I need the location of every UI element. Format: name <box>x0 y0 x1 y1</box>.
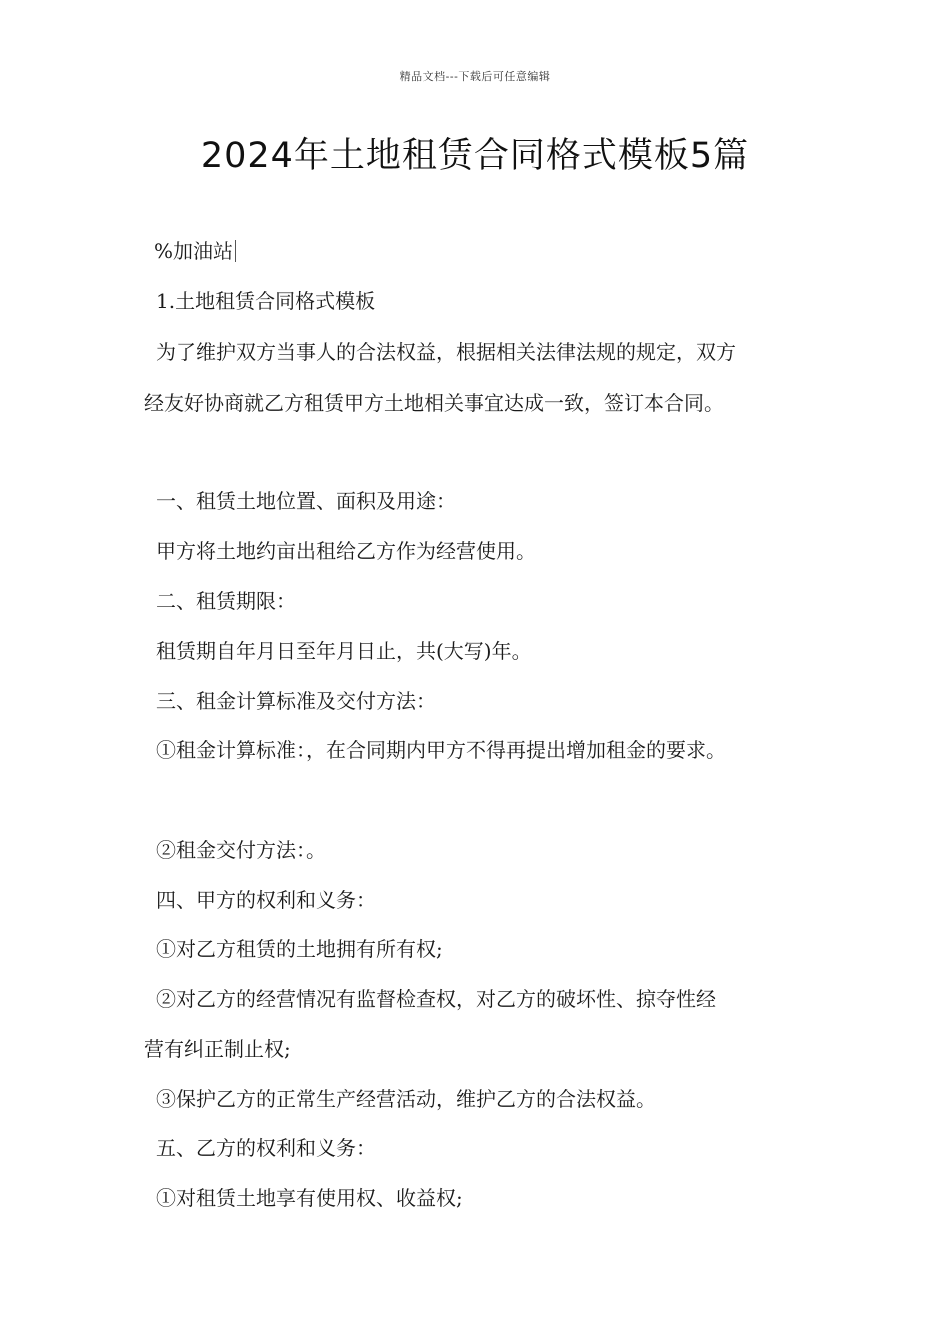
clause-heading: 一、租赁土地位置、面积及用途： <box>156 489 456 513</box>
clause-heading: 二、租赁期限： <box>156 589 296 613</box>
header-note: 精品文档---下载后可任意编辑 <box>399 70 551 83</box>
clause-heading: 四、甲方的权利和义务： <box>156 888 376 912</box>
paragraph-line: 租赁期自年月日至年月日止，共(大写)年。 <box>156 639 532 663</box>
clause-heading: 三、租金计算标准及交付方法： <box>156 689 436 713</box>
paragraph-line: ①对租赁土地享有使用权、收益权; <box>156 1186 463 1210</box>
paragraph-line: ①租金计算标准：，在合同期内甲方不得再提出增加租金的要求。 <box>156 738 726 762</box>
paragraph-line: 为了维护双方当事人的合法权益，根据相关法律法规的规定，双方 <box>156 340 736 364</box>
paragraph-line: ①对乙方租赁的土地拥有所有权; <box>156 937 443 961</box>
tag-text: %加油站 <box>154 239 234 263</box>
paragraph-line: 营有纠正制止权; <box>144 1037 291 1061</box>
paragraph-line: 经友好协商就乙方租赁甲方土地相关事宜达成一致，签订本合同。 <box>144 391 724 415</box>
section-heading: 1.土地租赁合同格式模板 <box>156 289 376 313</box>
paragraph-line: 甲方将土地约亩出租给乙方作为经营使用。 <box>156 539 536 563</box>
paragraph-line: ②租金交付方法：。 <box>156 838 326 862</box>
clause-heading: 五、乙方的权利和义务： <box>156 1136 376 1160</box>
tag-line <box>154 237 236 265</box>
paragraph-line: ②对乙方的经营情况有监督检查权，对乙方的破坏性、掠夺性经 <box>156 987 716 1011</box>
paragraph-line: ③保护乙方的正常生产经营活动，维护乙方的合法权益。 <box>156 1087 656 1111</box>
text-cursor <box>235 240 236 262</box>
document-title: 2024年土地租赁合同格式模板5篇 <box>200 136 750 176</box>
